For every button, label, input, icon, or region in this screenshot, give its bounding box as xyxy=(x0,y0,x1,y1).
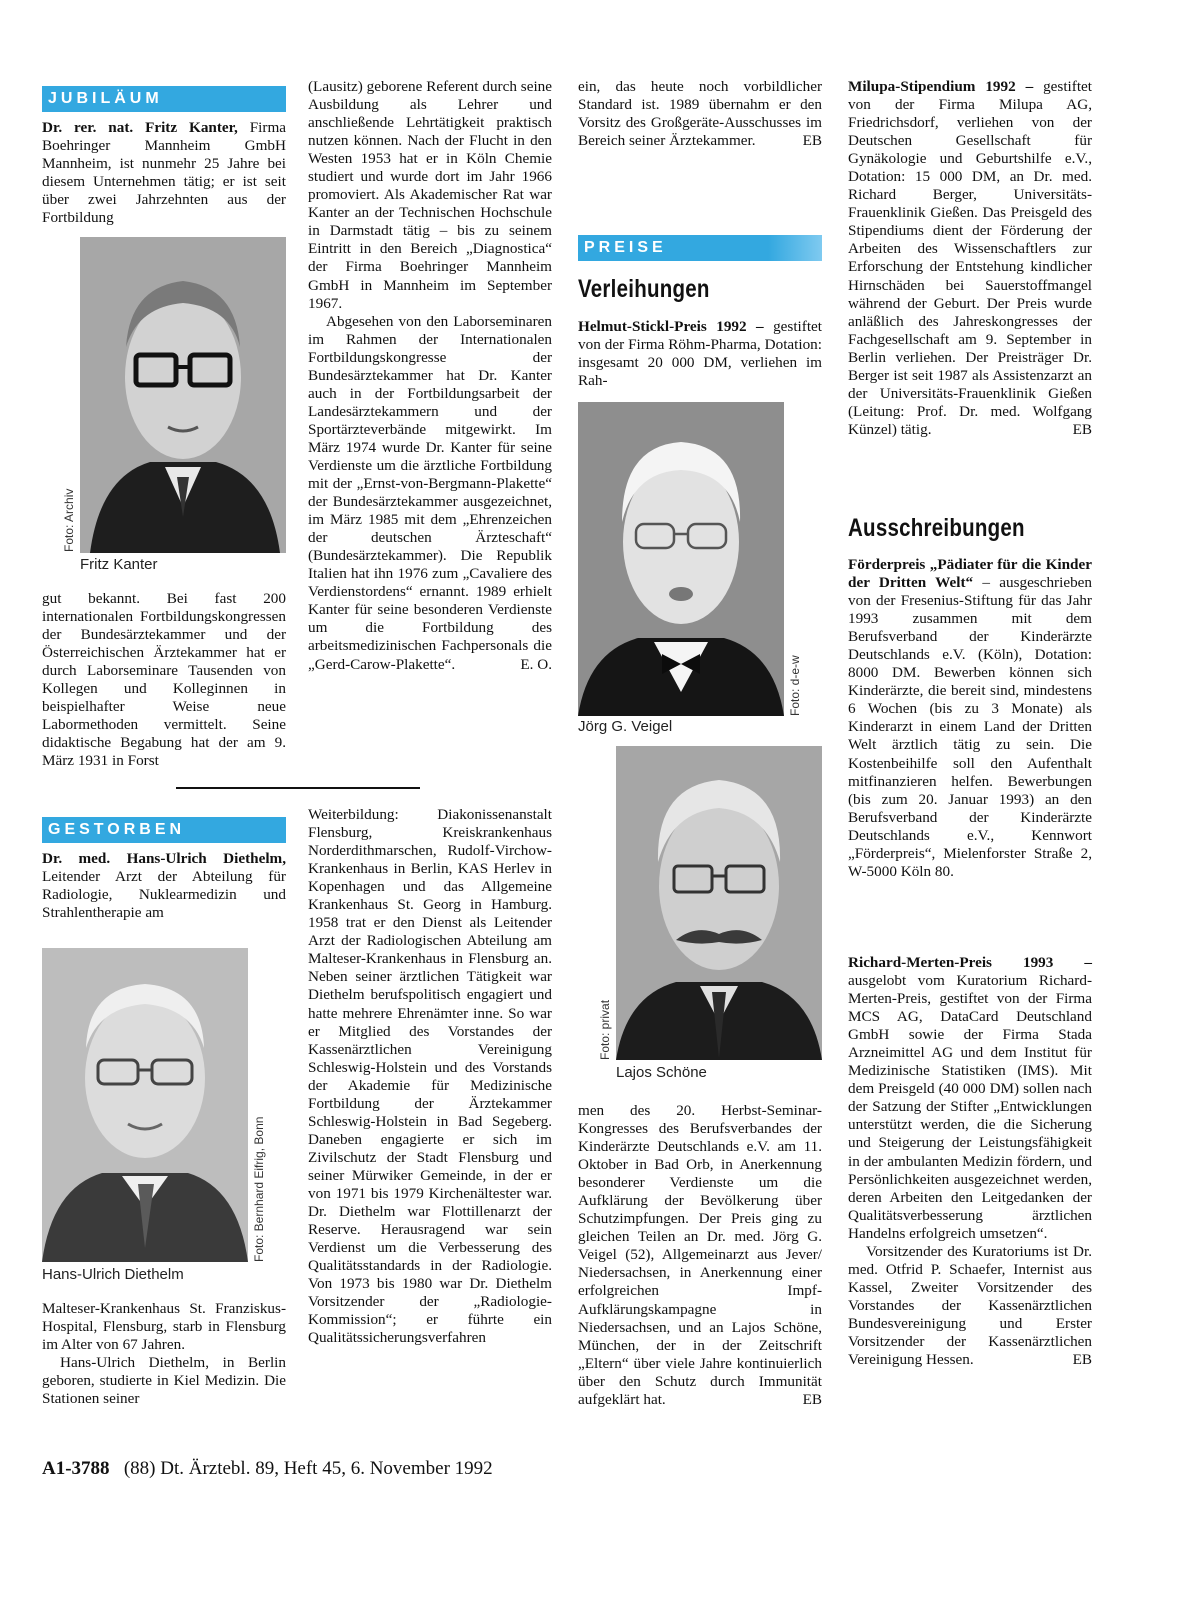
stickl-text-1: gestiftet von der Firma Röhm-Pharma, Dotation: insgesamt 20 000 DM, verliehen im Rah- xyxy=(578,318,822,390)
kanter-name: Dr. rer. nat. Fritz Kanter, xyxy=(42,119,238,136)
kanter-text-1: Firma Boehringer Mannheim GmbH Mannheim, ist nunmehr 25 Jahre bei diesem Unternehmen tätig; er ist seit über zwei Jahrzehnten aus der Fortbildung xyxy=(42,119,286,227)
schoene-photo-credit: Foto: privat xyxy=(598,999,612,1060)
diethelm-signature: EB xyxy=(802,132,822,150)
diethelm-text-2: Malteser-Krankenhaus St. Franziskus-Hospital, Flensburg, starb in Flensburg im Alter von 67 Jahren. xyxy=(42,1300,286,1354)
kanter-photo-credit: Foto: Archiv xyxy=(62,488,76,552)
page-footer xyxy=(42,1458,493,1480)
kanter-signature: E. O. xyxy=(520,655,552,673)
veigel-photo-credit: Foto: d-e-w xyxy=(788,655,802,716)
milupa-signature: EB xyxy=(1072,420,1092,438)
kanter-photo xyxy=(80,237,286,553)
section-tag-preise: PREISE xyxy=(578,235,822,261)
diethelm-photo-caption: Hans-Ulrich Diethelm xyxy=(42,1266,184,1283)
schoene-photo-caption: Lajos Schöne xyxy=(616,1064,707,1081)
kanter-text-4: Abgesehen von den Laborseminaren im Rahmen der Internationalen Fortbildungskongresse der Bundesärztekammer hat Dr. Kanter auch in der Fortbildungsarbeit der Landesärztekammern und der Sportärzteverbände mitgewirkt. Im März 1974 wurde Dr. Kanter für seine Verdienste um die ärztliche Fortbildung mit der „Ernst-von-Bergmann-Plakette“ der Bundesärztekammer ausgezeichnet, im März 1985 mit dem „Ehrenzeichen der deutschen Ärzteschaft“ (Bundesärztekammer). Die Republik Italien hat ihn 1976 zum „Cavaliere des Verdienstordens“ ernannt. 1989 erhielt Kanter für seine besonderen Verdienste um die Fortbildung des arbeitsmedizinischen Fachpersonals die „Gerd-Carow-Plakette“. xyxy=(308,312,552,673)
diethelm-photo xyxy=(42,948,248,1262)
diethelm-intro xyxy=(42,850,286,922)
milupa-text: gestiftet von der Firma Milupa AG, Friedrichsdorf, verliehen von der Deutschen Gesellschaft für Gynäkologie und Geburtshilfe e.V., Dotation: 15 000 DM, an Dr. med. Richard Berger, Universitäts-Frauenklinik Gießen. Das Preisgeld des Stipendiums dient der Förderung der Arbeiten des Wissenschaftlers zur Erforschung der Entstehung kindlicher Hirnschäden bei Sauerstoffmangel während der Geburt. Der Preis wurde anläßlich des Jahreskongresses der Fachgesellschaft am 9. September in Berlin verliehen. Der Preisträger Dr. Berger ist seit 1987 als Assistenzarzt an der Universitäts-Frauenklinik Gießen (Leitung: Prof. Dr. med. Wolfgang Künzel) tätig. xyxy=(848,78,1092,438)
diethelm-continued xyxy=(308,806,552,1347)
diethelm-text-5: ein, das heute noch vorbildlicher Standard ist. 1989 übernahm er den Vorsitz des Großgeräte-Ausschusses im Bereich seiner Ärztekammer. xyxy=(578,78,822,150)
stickl-title: Helmut-Stickl-Preis 1992 – xyxy=(578,318,764,335)
merten-text: ausgelobt vom Kuratorium Richard-Merten-Preis, gestiftet von der Firma MCS AG, DataCard Deutschland GmbH sowie der Firma Stada Arzneimittel AG und dem Institut für Medizinische Statistiken (IMS). Mit dem Preisgeld (40 000 DM) sollen nach der Satzung der Stifter „Entwicklungen unterstützt werden, die die Sicherung und Steigerung der Leistungsfähigkeit in der ambulanten Medizin fördern, und Persönlichkeiten ausgezeichnet werden, deren Arbeiten den Leitgedanken der Qualitätsverbesserung ärztlichen Handelns erfolgreich umsetzen“. xyxy=(848,972,1092,1242)
portrait-image xyxy=(42,948,248,1262)
diethelm-text-4: Weiterbildung: Diakonissenanstalt Flensburg, Kreiskrankenhaus Norderdithmarschen, Rudolf-Virchow-Krankenhaus in Berlin, KAS Herlev in Kopenhagen und das Allgemeine Krankenhaus St. Georg in Hamburg. 1958 trat er den Dienst als Leitender Arzt der Radiologischen Abteilung am Malteser-Krankenhaus in Flensburg an. Neben seiner ärztlichen Tätigkeit war Diethelm berufspolitisch engagiert und hatte mehrere Ehrenämter inne. So war er Mitglied des Vorstandes der Kassenärztlichen Vereinigung Schleswig-Holstein und des Vorstands der Akademie für Medizinische Fortbildung der Ärztekammer Schleswig-Holstein in Bad Segeberg. Daneben engagierte er sich im Zivilschutz der Stadt Flensburg und seiner Mürwiker Gemeinde, in der er von 1971 bis 1979 Kirchenältester war. Dr. Diethelm war Flottillenarzt der Reserve. Herausragend war sein Verdienst um die Verbesserung des Qualitätsstandards in der Radiologie. Von 1973 bis 1980 war Dr. Diethelm Vorsitzender der „Radiologie-Kommission“; er führte ein Qualitätssicherungsverfahren xyxy=(308,806,552,1347)
stickl-intro xyxy=(578,318,822,390)
kanter-intro xyxy=(42,119,286,227)
merten-text-2: Vorsitzender des Kuratoriums ist Dr. med. Otfrid P. Schaefer, Internist aus Kassel, Zweiter Vorsitzender des Vorstandes der Kassenärztlichen Bundesvereinigung und Erster Vorsitzender der Kassenärztlichen Vereinigung Hessen. xyxy=(848,1242,1092,1369)
stickl-text-2: men des 20. Herbst-Seminar-Kongresses des Berufsverbandes der Kinderärzte Deutschlands e.V. am 11. Oktober in Bad Orb, in Anerkennung besonderer Verdienste um die Aufklärung der Bevölkerung über Schutzimpfungen. Der Preis ging zu gleichen Teilen an Dr. med. Jörg G. Veigel (52), Allgemeinarzt aus Jever/ Niedersachsen, in Anerkennung einer erfolgreichen Impf-Aufklärungskampagne in Niedersachsen, und an Lajos Schöne, München, der in der Zeitschrift „Eltern“ über viele Jahre kontinuierlich über den Schutz durch Immunität aufgeklärt hat. xyxy=(578,1102,822,1408)
portrait-image xyxy=(616,746,822,1060)
kanter-text-2-block xyxy=(42,590,286,770)
diethelm-text-block xyxy=(42,1300,286,1408)
kanter-text-2: gut bekannt. Bei fast 200 internationalen Fortbildungskongressen der Bundesärztekammer und der Österreichischen Ärztekammer hat er durch Laborseminare Tausenden von Kollegen und Kolleginnen in beispielhafter Weise neue Labormethoden vermittelt. Seine didaktische Begabung hat der am 9. März 1931 in Forst xyxy=(42,590,286,770)
foerderpreis-block xyxy=(848,556,1092,881)
diethelm-text-3: Hans-Ulrich Diethelm, in Berlin geboren, studierte in Kiel Medizin. Die Stationen seiner xyxy=(42,1354,286,1408)
portrait-image xyxy=(578,402,784,716)
heading-verleihungen: Verleihungen xyxy=(578,275,710,303)
section-tag-gestorben: GESTORBEN xyxy=(42,817,286,843)
diethelm-text-1: Leitender Arzt der Abteilung für Radiologie, Nuklearmedizin und Strahlentherapie am xyxy=(42,868,286,922)
milupa-title: Milupa-Stipendium 1992 – xyxy=(848,78,1034,95)
schoene-photo xyxy=(616,746,822,1060)
diethelm-name: Dr. med. Hans-Ulrich Diethelm, xyxy=(42,850,286,867)
merten-title: Richard-Merten-Preis 1993 – xyxy=(848,954,1092,971)
kanter-text-3: (Lausitz) geborene Referent durch seine Ausbildung als Lehrer und anschließende Lehrtätigkeit praktisch nutzen können. Nach der Flucht in den Westen 1953 hat er in Köln Chemie studiert und wurde dort im Jahr 1966 promoviert. Als Akademischer Rat war Kanter an der Technischen Hochschule in Darmstadt tätig – bis zu seinem Eintritt in den Bereich „Diagnostica“ der Firma Boehringer Mannheim GmbH in Mannheim im September 1967. xyxy=(308,78,552,312)
stickl-continued xyxy=(578,1102,822,1409)
veigel-photo xyxy=(578,402,784,716)
diethelm-photo-credit: Foto: Bernhard Eifrig, Bonn xyxy=(252,1116,266,1262)
foerderpreis-text: – ausgeschrieben von der Fresenius-Stiftung für das Jahr 1993 zusammen mit dem Berufsverband der Kinderärzte Deutschlands e.V. (Köln), Dotation: 8000 DM. Bewerben können sich Kinderärzte, die bereit sind, mindestens 6 Wochen (bis zu 3 Monate) als Kinderarzt in einem Land der Dritten Welt ärztlich tätig zu sein. Die Kostenbeihilfe soll den Aufenthalt mitfinanzieren helfen. Bewerbungen (bis zum 20. Januar 1993) an den Berufsverband der Kinderärzte Deutschlands e.V., Kennwort „Förderpreis“, Mielenforster Straße 2, W-5000 Köln 80. xyxy=(848,574,1093,880)
merten-block xyxy=(848,954,1092,1369)
merten-signature: EB xyxy=(1072,1351,1092,1369)
section-divider xyxy=(176,787,420,789)
kanter-continued xyxy=(308,78,552,674)
veigel-photo-caption: Jörg G. Veigel xyxy=(578,718,673,735)
section-tag-jubilaeum: JUBILÄUM xyxy=(42,86,286,112)
stickl-signature: EB xyxy=(802,1390,822,1408)
footer-page-code: A1-3788 xyxy=(42,1458,110,1479)
foerderpreis-title: Förderpreis „Pädiater für die Kinder der Dritten Welt“ xyxy=(848,556,1092,592)
kanter-photo-caption: Fritz Kanter xyxy=(80,556,158,573)
heading-ausschreibungen: Ausschreibungen xyxy=(848,514,1025,542)
footer-issue: (88) Dt. Ärztebl. 89, Heft 45, 6. November 1992 xyxy=(123,1458,493,1479)
portrait-image xyxy=(80,237,286,553)
milupa-block xyxy=(848,78,1092,439)
diethelm-end xyxy=(578,78,822,150)
